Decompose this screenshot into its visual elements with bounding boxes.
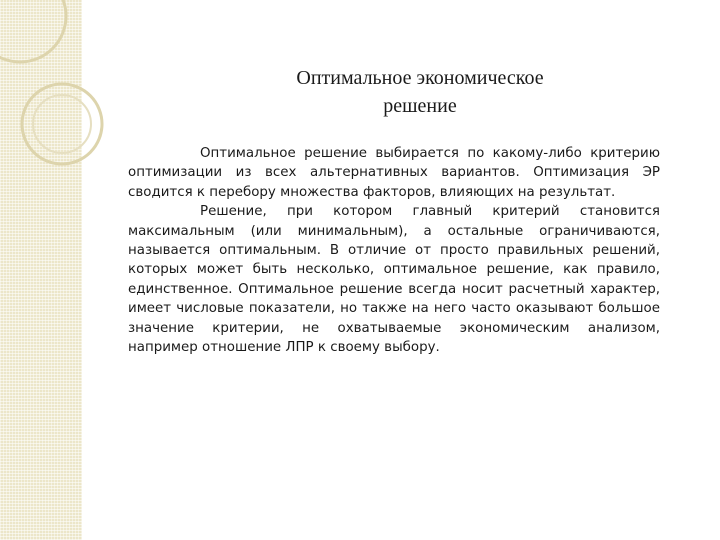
title-line-2: решение [383,95,457,117]
title-line-1: Оптимальное экономическое [296,67,544,89]
paragraph-1: Оптимальное решение выбирается по какому-либо критерию оптимизации из всех альтернативных вариантов. Оптимизация ЭР сводится к перебору множества факторов, влияющих на результат. [128,146,660,200]
paragraph-2: Решение, при котором главный критерий становится максимальным (или минимальным), а остальные ограничиваются, называется оптимальным. В отличие от просто правильных решений, которых может быть несколько, оптимальное решение, как правило, единственное. Оптимальное решение всегда носит расчетный характер, имеет числовые показатели, но также на него часто оказывают большое значение критерии, не охватываемые экономическим анализом, например отношение ЛПР к своему выбору. [128,204,660,356]
slide-body [128,144,660,357]
decorative-circles-icon [0,0,110,200]
slide-title [200,64,640,120]
